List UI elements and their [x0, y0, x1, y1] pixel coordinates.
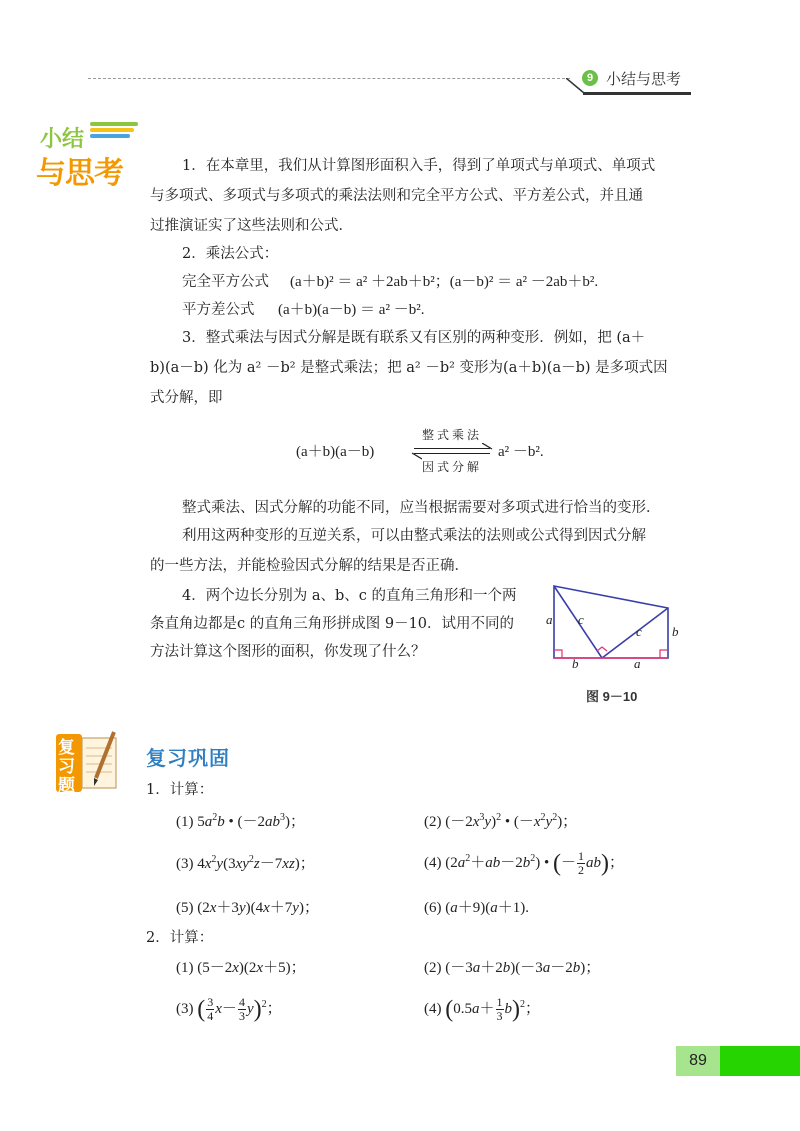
formula2-label: 平方差公式: [182, 302, 255, 318]
fig-label-c-left: c: [578, 612, 584, 627]
chapter-title: 小结与思考: [606, 71, 682, 88]
fig-label-c-right: c: [636, 624, 642, 639]
figure-9-10: [544, 580, 684, 676]
summary-p5-line2: 条直角边都是c 的直角三角形拼成图 9－10．试用不同的: [150, 616, 515, 632]
q1-item-6: (6) (a＋9)(a＋1).: [424, 900, 529, 916]
summary-p3-line3: 式分解，即: [150, 390, 223, 406]
logo-text-top: 小结: [40, 126, 85, 151]
header-solid-rule: [583, 92, 691, 95]
formula1: (a＋b)² ＝ a² ＋2ab＋b²；(a－b)² ＝ a² －2ab＋b².: [290, 274, 599, 290]
eqn-bottom-label: 因式分解: [421, 460, 482, 474]
summary-p4-line1: 整式乘法、因式分解的功能不同，应当根据需要对多项式进行恰当的变形．: [182, 500, 661, 516]
eqn-left: (a＋b)(a－b): [296, 444, 375, 460]
fig-label-a-left: a: [546, 612, 553, 627]
summary-p1-line2: 与多项式、多项式与多项式的乘法法则和完全平方公式、平方差公式，并且通: [150, 188, 643, 204]
summary-p2-label: 2．乘法公式：: [182, 246, 279, 262]
q2-item-3: (3) ( $\frac{3}{4}$ x－ $\frac{4}{3}$ y)$^2$；: [176, 995, 282, 1024]
q2-label: 2．计算：: [146, 930, 214, 946]
review-heading: 复习巩固: [146, 748, 230, 770]
header-dashed-rule: [88, 78, 570, 79]
fig-label-b-right: b: [672, 624, 679, 639]
page-number: 89: [676, 1046, 720, 1076]
fig-label-b-bottom: b: [572, 656, 579, 671]
chapter-number-badge: 9: [582, 70, 598, 86]
eqn-arrow-head-right: [482, 443, 494, 459]
summary-p3-line1: 3．整式乘法与因式分解是既有联系又有区别的两种变形．例如，把 (a＋: [182, 330, 646, 346]
formula2: (a＋b)(a－b) ＝ a² －b².: [278, 302, 425, 318]
figure-caption: 图 9－10: [586, 689, 638, 704]
logo-text-bottom: 与思考: [36, 157, 123, 190]
fig-label-a-bottom: a: [634, 656, 641, 671]
summary-p4-line3: 的一些方法，并能检验因式分解的结果是否正确．: [150, 558, 469, 574]
q1-label: 1．计算：: [146, 782, 214, 798]
summary-p3-line2: b)(a－b) 化为 a² －b² 是整式乘法；把 a² －b² 变形为(a＋b)(a－b) 是多项式因: [150, 360, 668, 376]
q2-item-2: (2) (－3a＋2b)(－3a－2b)；: [424, 960, 601, 976]
q2-item-1: (1) (5－2x)(2x＋5)；: [176, 960, 306, 976]
summary-p5-line1: 4．两个边长分别为 a、b、c 的直角三角形和一个两: [182, 588, 517, 604]
formula1-label: 完全平方公式: [182, 274, 269, 290]
eqn-top-label: 整式乘法: [421, 428, 482, 442]
summary-p5-line3: 方法计算这个图形的面积，你发现了什么？: [150, 644, 426, 660]
q1-item-4: (4) $(2a^2+ab-2b^2)$ • (－ $\frac{1}{2}$ ab)；: [424, 849, 625, 878]
eqn-arrow-upper: [414, 448, 490, 449]
eqn-right: a² －b².: [498, 444, 544, 460]
q1-item-2: (2) $(-2x^3y)^2$ • $(-x^2y^2)$；: [424, 812, 578, 830]
q1-item-5: (5) (2x＋3y)(4x＋7y)；: [176, 900, 319, 916]
summary-p1-line1: 1．在本章里，我们从计算图形面积入手，得到了单项式与单项式、单项式: [182, 158, 656, 174]
summary-p4-line2: 利用这两种变形的互逆关系，可以由整式乘法的法则或公式得到因式分解: [182, 528, 646, 544]
review-icon-text: 复习题: [58, 738, 75, 795]
summary-p1-line3: 过推演证实了这些法则和公式．: [150, 218, 353, 234]
q1-item-1: (1) $5a^2b$ • $(-2ab^3)$；: [176, 812, 305, 830]
q1-item-3: (3) $4x^2y(3xy^2z-7xz)$；: [176, 854, 315, 872]
eqn-arrow-lower: [414, 453, 490, 454]
transformation-equation: [296, 426, 556, 480]
q2-item-4: (4) (0.5a＋ $\frac{1}{3}$ b)$^2$；: [424, 995, 541, 1024]
